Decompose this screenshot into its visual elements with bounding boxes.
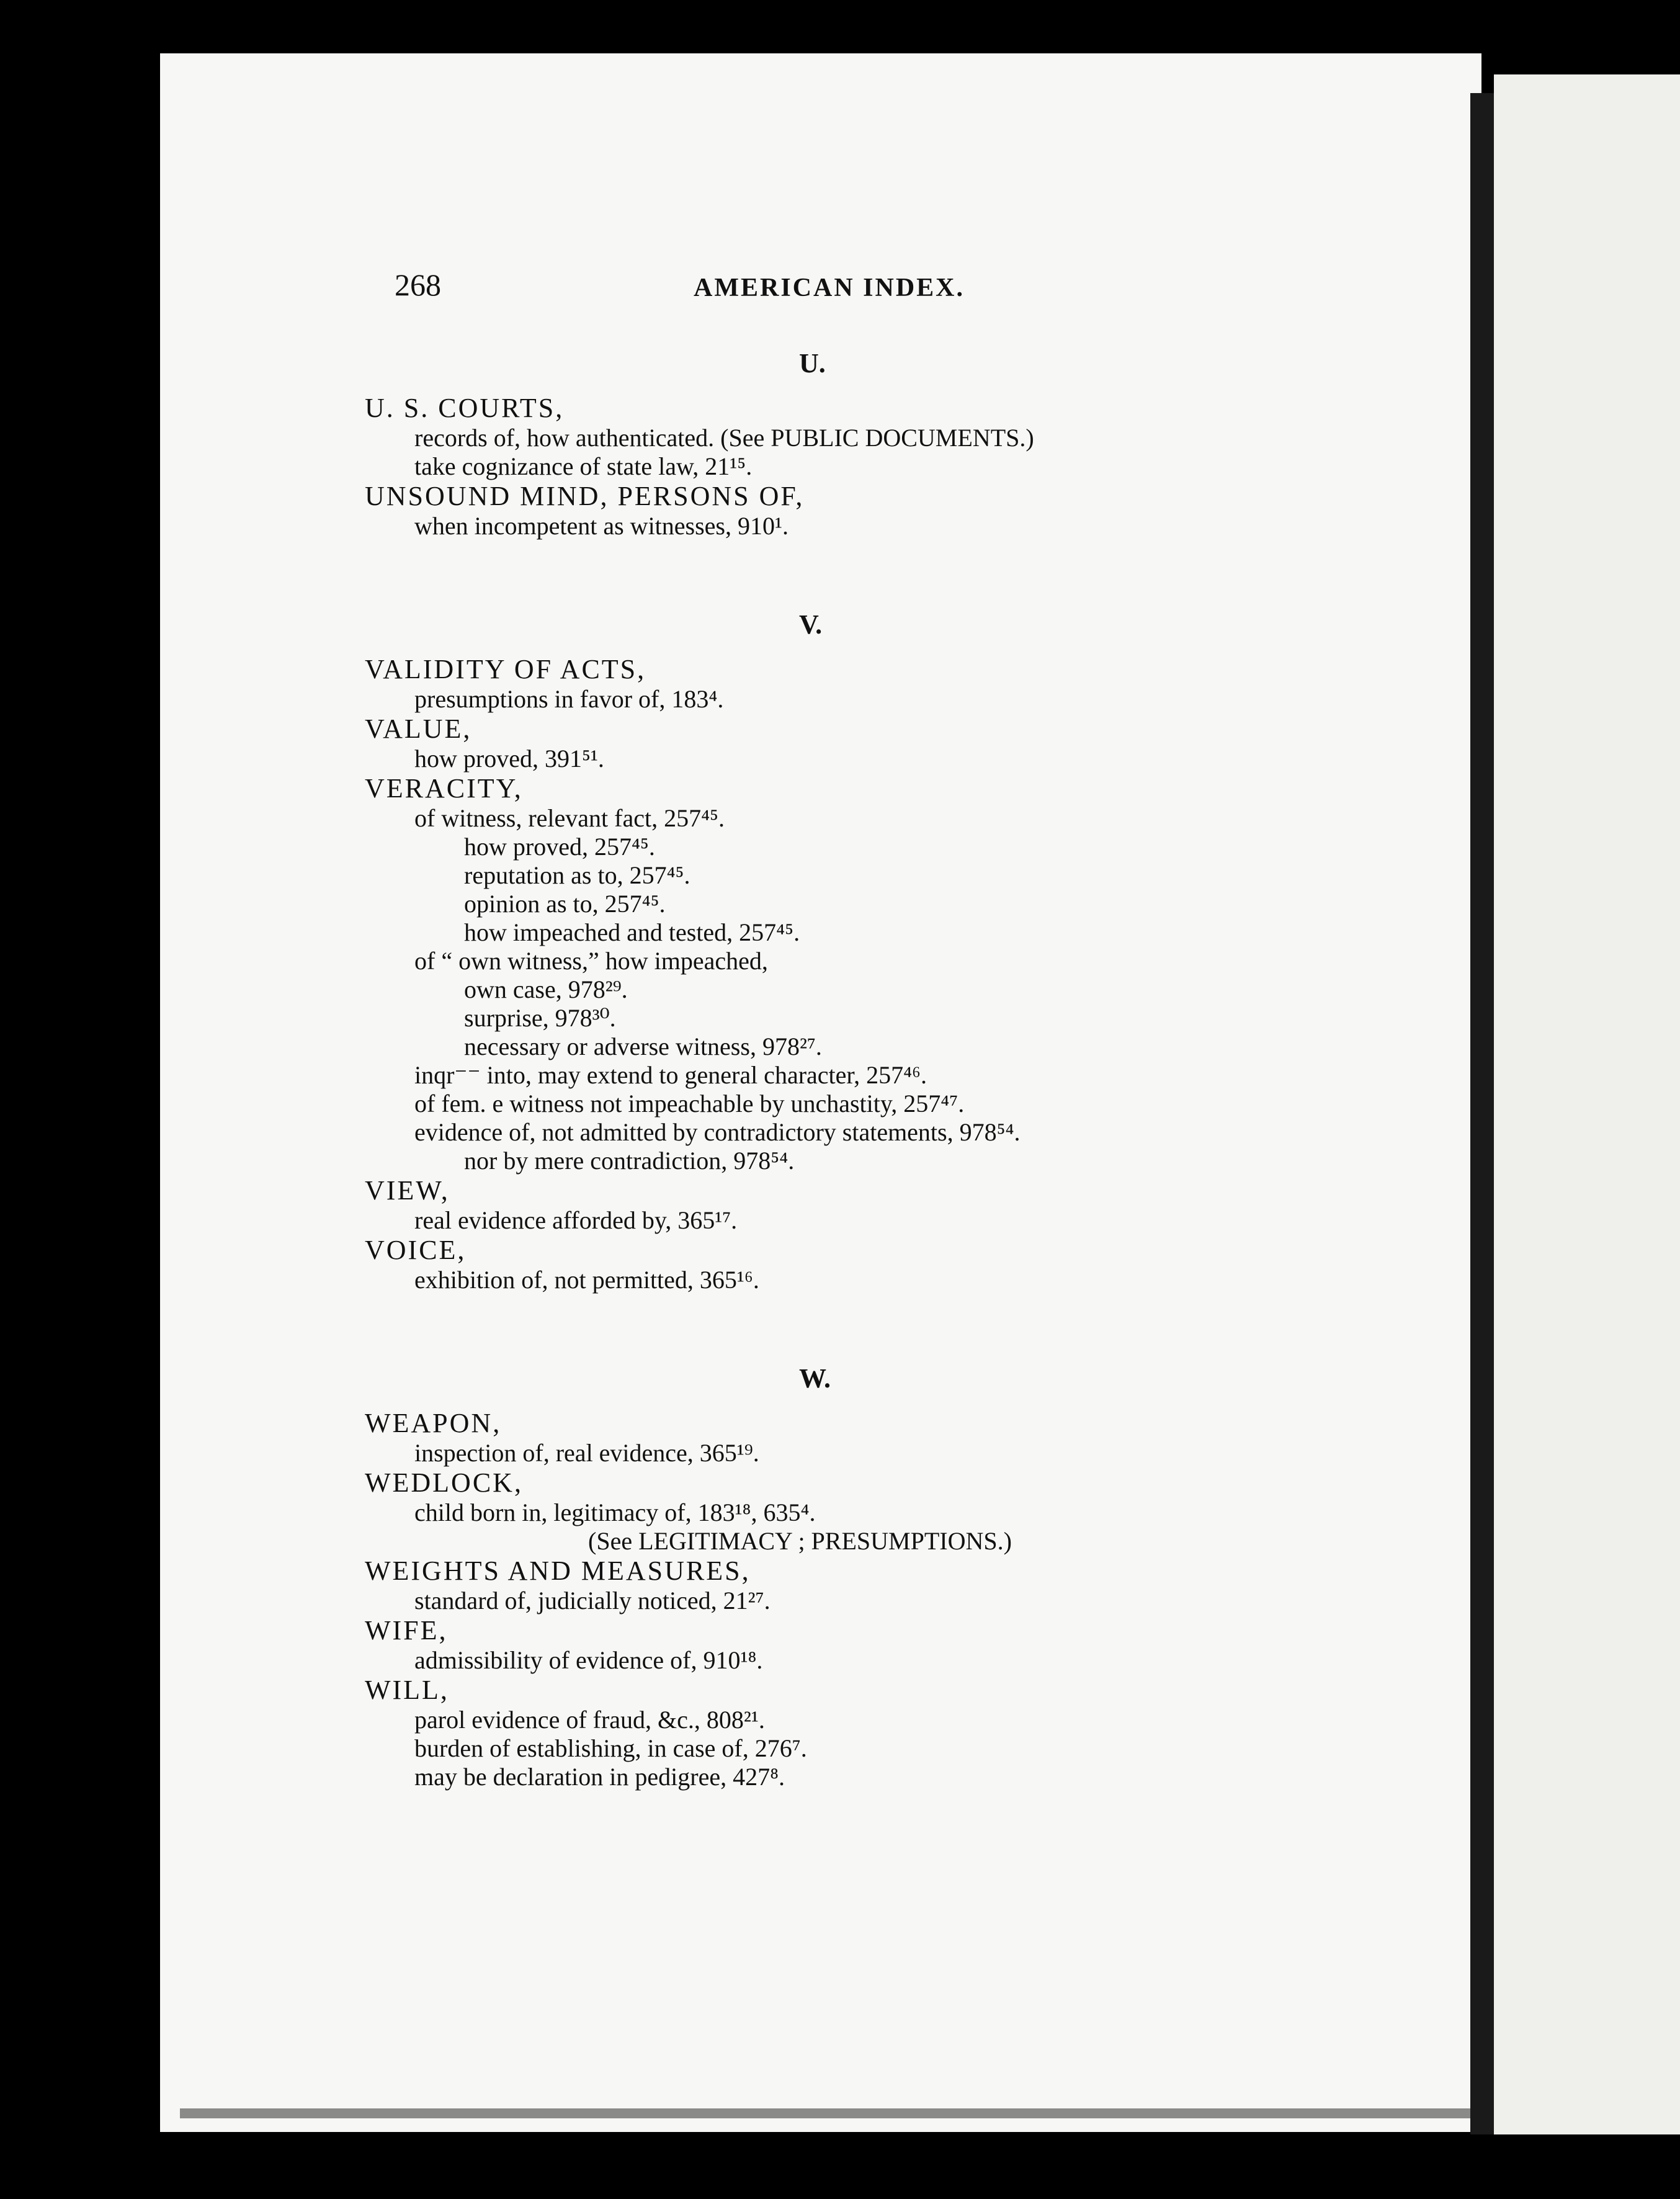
- entry-line: standard of, judicially noticed, 21²⁷.: [414, 1587, 771, 1615]
- entry-line: of fem. e witness not impeachable by unchastity, 257⁴⁷.: [414, 1090, 965, 1117]
- book-gutter: [1470, 93, 1494, 2134]
- entry-line: reputation as to, 257⁴⁵.: [464, 861, 690, 889]
- section-letter: U.: [799, 348, 826, 378]
- entry-heading: WILL,: [365, 1675, 449, 1705]
- entry-heading: VOICE,: [365, 1235, 467, 1265]
- entry-line: of witness, relevant fact, 257⁴⁵.: [414, 804, 725, 832]
- cross-reference: (See LEGITIMACY ; PRESUMPTIONS.): [588, 1527, 1012, 1555]
- page-bottom-edge: [180, 2108, 1470, 2118]
- entry-line: may be declaration in pedigree, 427⁸.: [414, 1763, 785, 1791]
- entry-line: nor by mere contradiction, 978⁵⁴.: [464, 1147, 795, 1175]
- index-entry: [365, 1615, 1469, 1675]
- entry-heading: U. S. COURTS,: [365, 393, 565, 423]
- entry-heading: UNSOUND MIND, PERSONS OF,: [365, 481, 805, 511]
- index-section-u: [365, 347, 1469, 540]
- entry-line: how impeached and tested, 257⁴⁵.: [464, 918, 800, 946]
- entry-line: inqr⁻⁻ into, may extend to general character, 257⁴⁶.: [414, 1061, 927, 1089]
- entry-heading: WIFE,: [365, 1615, 448, 1646]
- section-letter: V.: [799, 609, 823, 640]
- index-entry: [365, 1556, 1469, 1615]
- index-section-w: [365, 1363, 1469, 1791]
- entry-line: necessary or adverse witness, 978²⁷.: [464, 1032, 822, 1060]
- entry-line: take cognizance of state law, 21¹⁵.: [414, 452, 753, 480]
- entry-heading: VALUE,: [365, 714, 472, 744]
- entry-heading: VALIDITY OF ACTS,: [365, 654, 646, 684]
- entry-line: exhibition of, not permitted, 365¹⁶.: [414, 1266, 759, 1294]
- entry-line: parol evidence of fraud, &c., 808²¹.: [414, 1706, 765, 1734]
- page-number: 268: [395, 267, 441, 302]
- index-text: [365, 267, 1469, 1791]
- entry-heading: WEIGHTS AND MEASURES,: [365, 1556, 751, 1586]
- index-entry: [365, 1467, 1469, 1556]
- entry-line: how proved, 257⁴⁵.: [464, 833, 655, 861]
- entry-line: opinion as to, 257⁴⁵.: [464, 890, 666, 918]
- facing-page-edge: [1494, 74, 1680, 2134]
- entry-line: records of, how authenticated. (See PUBLIC DOCUMENTS.): [414, 424, 1034, 452]
- entry-heading: WEAPON,: [365, 1408, 502, 1438]
- entry-line: surprise, 978³⁰.: [464, 1004, 616, 1032]
- entry-line: admissibility of evidence of, 910¹⁸.: [414, 1646, 763, 1674]
- index-section-v: [365, 609, 1469, 1294]
- index-entry: [365, 1408, 1469, 1467]
- index-entry: [365, 1235, 1469, 1294]
- entry-line: presumptions in favor of, 183⁴.: [414, 685, 724, 713]
- page-header: [365, 267, 1469, 323]
- section-letter: W.: [799, 1363, 831, 1394]
- entry-line: how proved, 391⁵¹.: [414, 745, 604, 773]
- index-entry: [365, 393, 1469, 481]
- index-entry: [365, 1175, 1469, 1235]
- entry-line: own case, 978²⁹.: [464, 975, 628, 1003]
- entry-heading: VERACITY,: [365, 773, 523, 804]
- entry-line: of “ own witness,” how impeached,: [414, 947, 768, 975]
- index-entry: [365, 773, 1469, 1175]
- index-entry: [365, 654, 1469, 714]
- entry-line: evidence of, not admitted by contradictory statements, 978⁵⁴.: [414, 1118, 1021, 1146]
- entry-line: when incompetent as witnesses, 910¹.: [414, 512, 789, 540]
- index-entry: [365, 714, 1469, 773]
- entry-line: child born in, legitimacy of, 183¹⁸, 635⁴.: [414, 1498, 816, 1526]
- entry-heading: WEDLOCK,: [365, 1467, 523, 1498]
- index-entry: [365, 1675, 1469, 1791]
- running-head: AMERICAN INDEX.: [694, 274, 965, 302]
- entry-line: real evidence afforded by, 365¹⁷.: [414, 1206, 738, 1234]
- entry-line: burden of establishing, in case of, 276⁷.: [414, 1734, 807, 1762]
- entry-line: inspection of, real evidence, 365¹⁹.: [414, 1439, 759, 1467]
- entry-heading: VIEW,: [365, 1175, 450, 1206]
- index-entry: [365, 481, 1469, 540]
